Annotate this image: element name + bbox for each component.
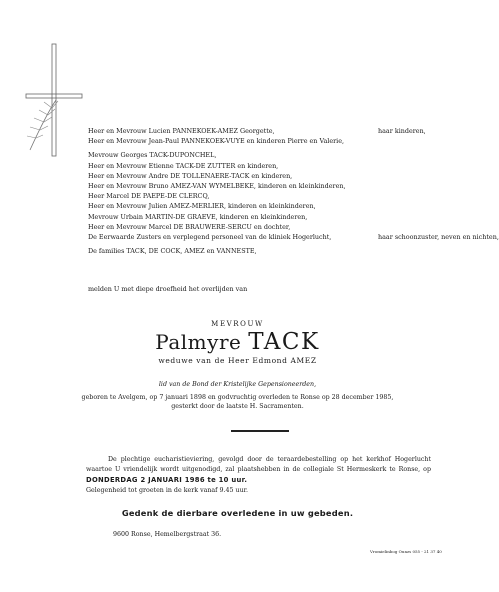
first-name: Palmyre: [155, 330, 242, 354]
relative-name: Mevrouw Georges TACK-DUPONCHEL,: [88, 151, 217, 160]
last-name: TACK: [248, 329, 320, 355]
relative-line: [88, 150, 418, 160]
relative-name: Heer en Mevrouw Marcel DE BRAUWERE-SERCU en dochter,: [88, 222, 291, 231]
relative-name: Heer en Mevrouw Julien AMEZ-MERLIER, kinderen en kleinkinderen,: [88, 202, 316, 211]
relative-line: [88, 232, 418, 242]
relative-name: Heer en Mevrouw Lucien PANNEKOEK-AMEZ Georgette,: [88, 127, 275, 135]
printer-line: Vromielinbog Ounzs 055 - 21 37 40: [370, 549, 442, 554]
relative-line: [88, 171, 418, 181]
relative-name: Heer Marcel DE PAEPE-DE CLERCQ,: [88, 192, 210, 201]
relative-line: [88, 161, 418, 171]
ceremony-paragraph: [86, 455, 431, 496]
relative-name: Heer en Mevrouw Bruno AMEZ-VAN WYMELBEKE, kinderen en kleinkinderen,: [88, 182, 346, 191]
announcement-text: melden U met diepe droefheid het overlijden van: [88, 285, 248, 293]
relative-line: [88, 181, 418, 191]
birth-death-info: [0, 393, 475, 411]
relative-name: De Eerwaarde Zusters en verplegend personeel van de kliniek Hogerlucht,: [88, 233, 332, 242]
widow-line: weduwe van de Heer Edmond AMEZ: [158, 356, 317, 365]
relatives-list: [88, 126, 499, 256]
relative-line: [88, 246, 418, 256]
relative-line: [88, 191, 418, 201]
relative-line: [88, 222, 418, 232]
greeting-line: Gelegenheid tot groeten in de kerk vanaf 9.45 uur.: [86, 487, 248, 494]
relative-name: Heer en Mevrouw Jean-Paul PANNEKOEK-VUYE en kinderen Pierre en Valerie,: [88, 137, 345, 146]
relative-name: Mevrouw Urbain MARTIN-DE GRAEVE, kinderen en kleinkinderen,: [88, 212, 308, 221]
relative-name: Heer en Mevrouw Etienne TACK-DE ZUTTER en kinderen,: [88, 161, 279, 170]
relation-label: haar schoonzuster, neven en nichten,: [378, 233, 499, 242]
remembrance-line: Gedenk de dierbare overledene in uw gebeden.: [121, 508, 354, 518]
address: 9600 Ronse, Hemelbergstraat 36.: [113, 531, 222, 538]
divider: [231, 430, 289, 432]
relative-line: [88, 136, 418, 146]
ceremony-date: DONDERDAG 2 JANUARI 1986 te 10 uur.: [86, 476, 248, 484]
relative-line: [88, 212, 418, 222]
sacraments-line: gesterkt door de laatste H. Sacramenten.: [171, 403, 304, 410]
relation-label: haar kinderen,: [378, 127, 426, 135]
title-mevrouw: MEVROUW: [211, 320, 264, 328]
ceremony-text: De plechtige eucharistieviering, gevolgd door de teraardebestelling op het kerkhof Hogerlucht waartoe U vriendelijk wordt uitgenodigd, zal plaatshebben in de collegiale St Hermeskerk te Ronse, op: [86, 456, 431, 473]
cross-with-palm-icon: [12, 38, 92, 158]
birth-death-line: geboren te Avelgem, op 7 januari 1898 en godvruchtig overleden te Ronse op 28 december 1985,: [81, 394, 394, 401]
relative-line: [88, 201, 418, 211]
deceased-name: [0, 329, 475, 355]
relative-line: [88, 126, 426, 136]
relative-name: Heer en Mevrouw Andre DE TOLLENAERE-TACK en kinderen,: [88, 171, 293, 180]
relative-name: De families TACK, DE COCK, AMEZ en VANNESTE,: [88, 247, 257, 256]
membership-line: lid van de Bond der Kristelijke Gepensioneerden,: [158, 381, 317, 388]
